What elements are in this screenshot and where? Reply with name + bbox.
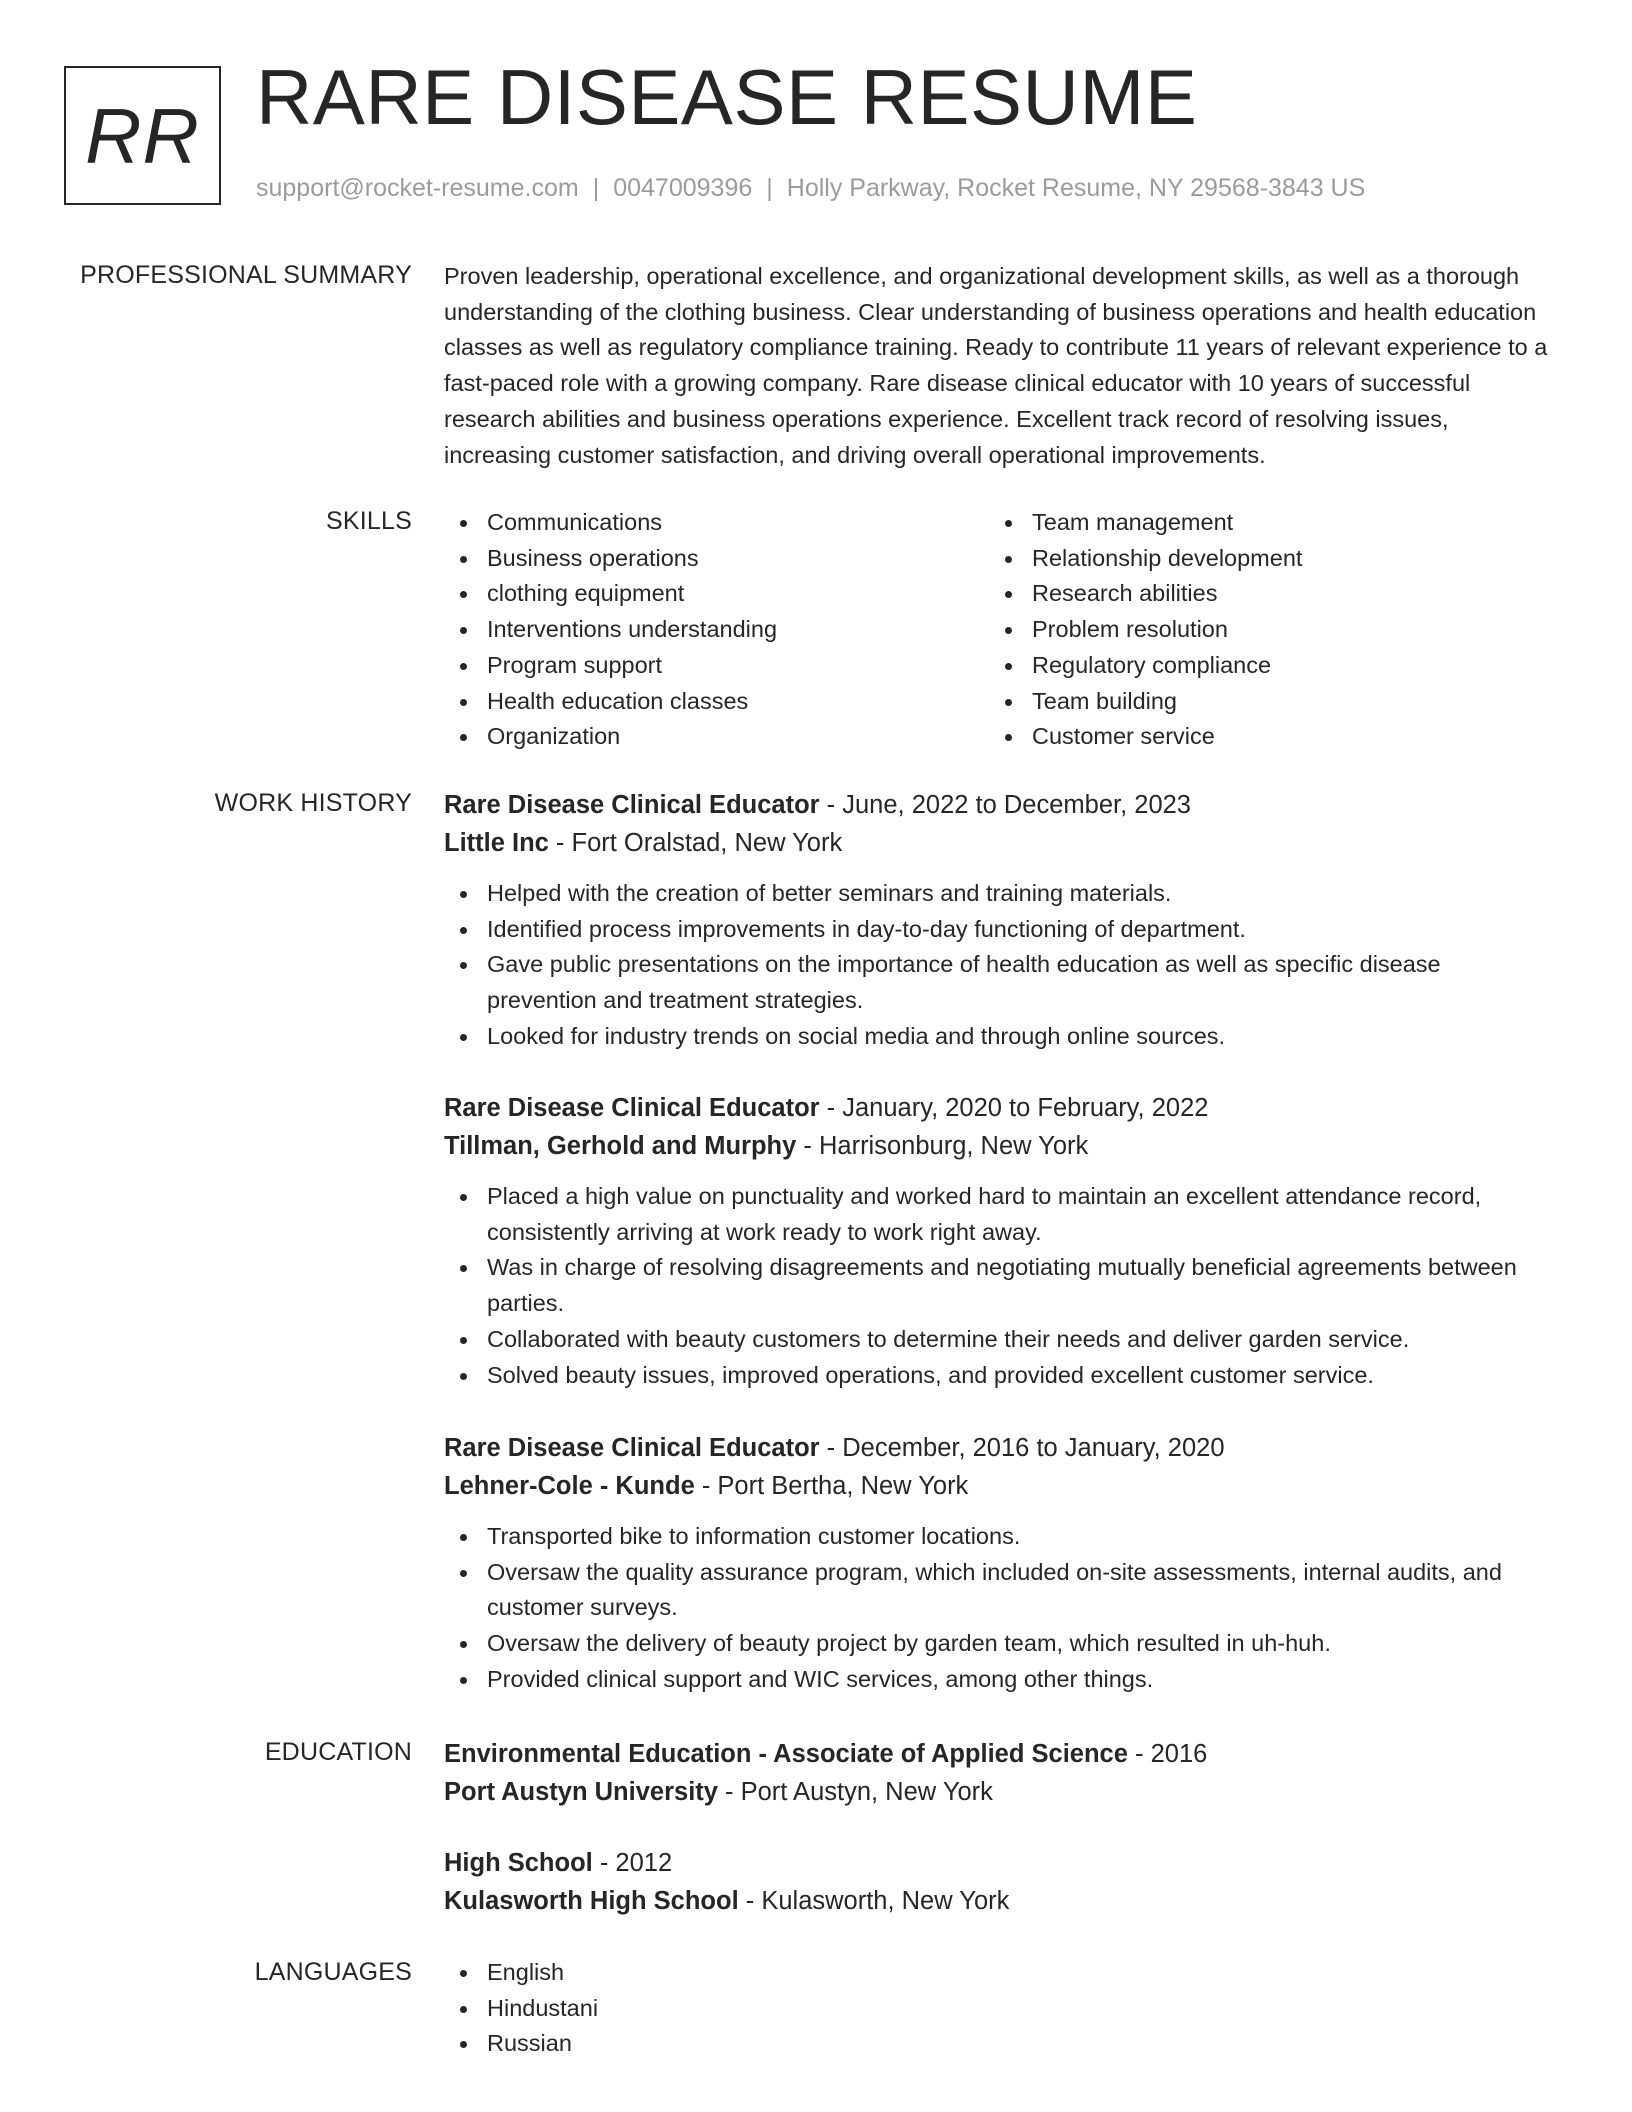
education-entry	[444, 1844, 1554, 1920]
languages-list	[444, 1955, 1554, 2062]
skills-body	[444, 505, 1554, 755]
school-line	[444, 1882, 1554, 1920]
language-item: English	[444, 1955, 1554, 1991]
job-bullet: Oversaw the delivery of beauty project by garden team, which resulted in uh-huh.	[444, 1626, 1554, 1662]
section-label-work: WORK HISTORY	[214, 789, 412, 817]
contact-line	[256, 174, 1365, 203]
job-bullet: Oversaw the quality assurance program, which included on-site assessments, internal audits, and customer surveys.	[444, 1555, 1554, 1626]
job-location: - Harrisonburg, New York	[796, 1132, 1089, 1160]
skill-item: Regulatory compliance	[989, 648, 1534, 684]
job-company: Lehner-Cole - Kunde	[444, 1472, 695, 1500]
language-item: Russian	[444, 2026, 1554, 2062]
skill-item: Customer service	[989, 719, 1534, 755]
degree-line	[444, 1735, 1554, 1773]
job-dates: - June, 2022 to December, 2023	[819, 791, 1191, 819]
school-line	[444, 1773, 1554, 1811]
job-bullet: Looked for industry trends on social media and through online sources.	[444, 1019, 1554, 1055]
job-location: - Port Bertha, New York	[694, 1472, 969, 1500]
skills-list-right	[989, 505, 1534, 755]
job-entry	[444, 1429, 1554, 1698]
skill-item: Research abilities	[989, 576, 1534, 612]
skill-item: Health education classes	[444, 684, 989, 720]
job-bullet: Gave public presentations on the importance of health education as well as specific disease prevention and treatment strategies.	[444, 947, 1554, 1018]
skill-item: clothing equipment	[444, 576, 989, 612]
contact-separator: |	[766, 174, 773, 202]
job-title: Rare Disease Clinical Educator	[444, 1434, 820, 1462]
summary-body	[444, 259, 1554, 473]
job-company-line	[444, 824, 1554, 862]
job-location: - Fort Oralstad, New York	[548, 829, 843, 857]
languages-body	[444, 1955, 1554, 2062]
job-title-line	[444, 1089, 1554, 1127]
job-title-line	[444, 1429, 1554, 1467]
job-company: Tillman, Gerhold and Murphy	[444, 1132, 797, 1160]
job-dates: - December, 2016 to January, 2020	[819, 1434, 1225, 1462]
job-bullet: Identified process improvements in day-to-day functioning of department.	[444, 912, 1554, 948]
section-label-languages: LANGUAGES	[254, 1958, 412, 1986]
skill-item: Problem resolution	[989, 612, 1534, 648]
skill-item: Relationship development	[989, 541, 1534, 577]
job-entry	[444, 786, 1554, 1055]
skills-list-left	[444, 505, 989, 755]
job-company-line	[444, 1467, 1554, 1505]
section-label-summary: PROFESSIONAL SUMMARY	[80, 261, 412, 289]
skill-item: Organization	[444, 719, 989, 755]
job-entry	[444, 1089, 1554, 1393]
job-dates: - January, 2020 to February, 2022	[819, 1094, 1209, 1122]
school-name: Kulasworth High School	[444, 1887, 739, 1915]
job-bullets	[444, 876, 1554, 1055]
skill-item: Program support	[444, 648, 989, 684]
school-name: Port Austyn University	[444, 1778, 718, 1806]
degree: Environmental Education - Associate of Applied Science	[444, 1740, 1128, 1768]
job-bullet: Provided clinical support and WIC services, among other things.	[444, 1662, 1554, 1698]
job-title: Rare Disease Clinical Educator	[444, 1094, 820, 1122]
degree: High School	[444, 1849, 593, 1877]
page-title: RARE DISEASE RESUME	[256, 53, 1198, 141]
contact-phone[interactable]: 0047009396	[613, 174, 753, 202]
job-bullet: Placed a high value on punctuality and worked hard to maintain an excellent attendance record, consistently arriving at work ready to work right away.	[444, 1179, 1554, 1250]
job-company-line	[444, 1127, 1554, 1165]
contact-address: Holly Parkway, Rocket Resume, NY 29568-3843 US	[786, 174, 1366, 202]
monogram-logo	[64, 66, 221, 205]
job-bullet: Collaborated with beauty customers to determine their needs and deliver garden service.	[444, 1322, 1554, 1358]
section-label-skills: SKILLS	[326, 507, 412, 535]
contact-email[interactable]: support@rocket-resume.com	[256, 174, 579, 202]
summary-text: Proven leadership, operational excellence, and organizational development skills, as well as a thorough understanding of the clothing business. Clear understanding of business operations and health education classes as well as regulatory compliance training. Ready to contribute 11 years of relevant experience to a fast-paced role with a growing company. Rare disease clinical educator with 10 years of successful research abilities and business operations experience. Excellent track record of resolving issues, increasing customer satisfaction, and driving overall operational improvements.	[444, 263, 1548, 468]
degree-line	[444, 1844, 1554, 1882]
skill-item: Team management	[989, 505, 1534, 541]
job-bullet: Helped with the creation of better seminars and training materials.	[444, 876, 1554, 912]
contact-separator: |	[592, 174, 600, 202]
education-entry	[444, 1735, 1554, 1811]
job-bullet: Was in charge of resolving disagreements and negotiating mutually beneficial agreements between parties.	[444, 1250, 1554, 1321]
job-bullets	[444, 1519, 1554, 1698]
school-location: - Kulasworth, New York	[738, 1887, 1010, 1915]
skill-item: Interventions understanding	[444, 612, 989, 648]
skills-grid	[444, 505, 1554, 755]
section-label-education: EDUCATION	[264, 1738, 412, 1766]
job-bullet: Transported bike to information customer locations.	[444, 1519, 1554, 1555]
job-bullets	[444, 1179, 1554, 1393]
school-location: - Port Austyn, New York	[717, 1778, 993, 1806]
job-bullet: Solved beauty issues, improved operations, and provided excellent customer service.	[444, 1358, 1554, 1394]
degree-year: - 2012	[592, 1849, 673, 1877]
skill-item: Team building	[989, 684, 1534, 720]
skill-item: Communications	[444, 505, 989, 541]
job-company: Little Inc	[444, 829, 549, 857]
degree-year: - 2016	[1127, 1740, 1208, 1768]
job-title-line	[444, 786, 1554, 824]
monogram-text: RR	[85, 91, 200, 180]
job-title: Rare Disease Clinical Educator	[444, 791, 820, 819]
language-item: Hindustani	[444, 1991, 1554, 2027]
skill-item: Business operations	[444, 541, 989, 577]
